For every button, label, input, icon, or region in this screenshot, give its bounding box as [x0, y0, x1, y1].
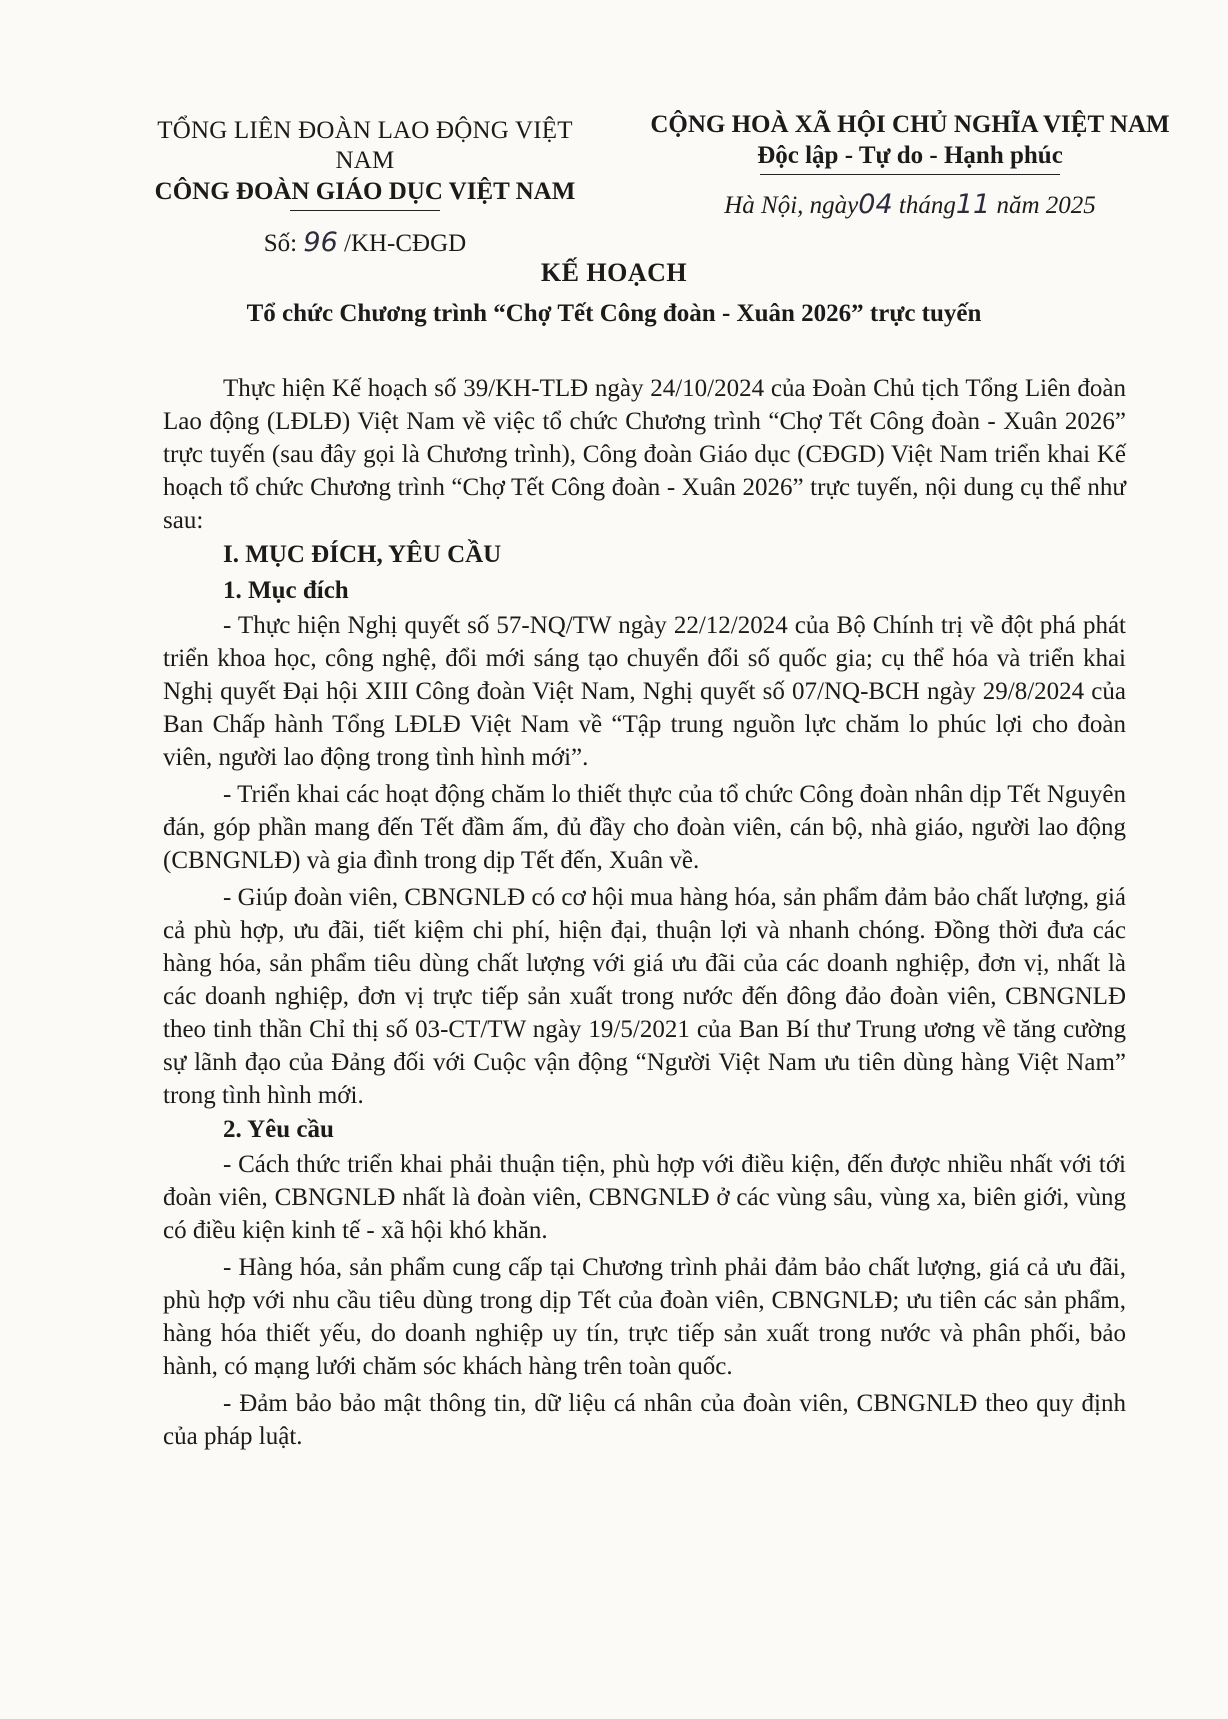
parent-organization: TỔNG LIÊN ĐOÀN LAO ĐỘNG VIỆT NAM: [157, 117, 573, 174]
national-motto: Độc lập - Tự do - Hạnh phúc: [757, 142, 1063, 169]
handwritten-number: 96: [303, 227, 338, 258]
document-subtitle: Tổ chức Chương trình “Chợ Tết Công đoàn - Xuân 2026” trực tuyến: [246, 300, 982, 327]
number-suffix: /KH-CĐGD: [344, 230, 467, 257]
date-place: Hà Nội, ngày: [724, 192, 859, 219]
date-month-label: tháng: [898, 192, 956, 219]
requirement-item: - Cách thức triển khai phải thuận tiện, phù hợp với điều kiện, đến được nhiều nhất với tới đoàn viên, CBNGNLĐ nhất là đoàn viên, CBNGNLĐ ở các vùng sâu, vùng xa, biên giới, vùng có điều kiện kinh tế - xã hội khó khăn.: [163, 1151, 1126, 1244]
subsection-heading-purpose: 1. Mục đích: [223, 577, 349, 604]
motto-underline: [760, 174, 1060, 175]
subsection-heading-requirements: 2. Yêu cầu: [223, 1116, 334, 1143]
document-title: KẾ HOẠCH: [540, 258, 688, 287]
national-title: CỘNG HOÀ XÃ HỘI CHỦ NGHĨA VIỆT NAM: [650, 111, 1170, 138]
purpose-item: - Thực hiện Nghị quyết số 57-NQ/TW ngày 22/12/2024 của Bộ Chính trị về đột phá phát triển khoa học, công nghệ, đổi mới sáng tạo chuyển đổi số quốc gia; cụ thể hóa và triển khai Nghị quyết Đại hội XIII Công đoàn Việt Nam, Nghị quyết số 07/NQ-BCH ngày 29/8/2024 của Ban Chấp hành Tổng LĐLĐ Việt Nam về “Tập trung nguồn lực chăm lo phúc lợi cho đoàn viên, người lao động trong tình hình mới”.: [163, 612, 1126, 771]
date-year: năm 2025: [996, 192, 1096, 219]
national-block: [640, 110, 1180, 220]
section-heading: I. MỤC ĐÍCH, YÊU CẦU: [223, 541, 502, 568]
document-number: [130, 227, 600, 258]
purpose-item: - Triển khai các hoạt động chăm lo thiết thực của tổ chức Công đoàn nhân dịp Tết Nguyên đán, góp phần mang đến Tết đầm ấm, đủ đầy cho đoàn viên, cán bộ, nhà giáo, người lao động (CBNGNLĐ) và gia đình trong dịp Tết đến, Xuân về.: [163, 781, 1126, 874]
issuer-block: [130, 116, 600, 258]
number-prefix: Số:: [263, 230, 298, 257]
issuer-underline: [290, 210, 440, 211]
document-date: [640, 189, 1180, 220]
purpose-item: - Giúp đoàn viên, CBNGNLĐ có cơ hội mua hàng hóa, sản phẩm đảm bảo chất lượng, giá cả phù hợp, ưu đãi, tiết kiệm chi phí, hiện đại, thuận lợi và nhanh chóng. Đồng thời đưa các hàng hóa, sản phẩm tiêu dùng chất lượng với giá ưu đãi của các doanh nghiệp, đơn vị, nhất là các doanh nghiệp, đơn vị trực tiếp sản xuất trong nước đến đông đảo đoàn viên, CBNGNLĐ theo tinh thần Chỉ thị số 03-CT/TW ngày 19/5/2021 của Ban Bí thư Trung ương về tăng cường sự lãnh đạo của Đảng đối với Cuộc vận động “Người Việt Nam ưu tiên dùng hàng Việt Nam” trong tình hình mới.: [163, 884, 1126, 1109]
handwritten-day: 04: [858, 189, 893, 220]
document-body: [163, 372, 1126, 1453]
intro-paragraph: Thực hiện Kế hoạch số 39/KH-TLĐ ngày 24/10/2024 của Đoàn Chủ tịch Tổng Liên đoàn Lao động (LĐLĐ) Việt Nam về việc tổ chức Chương trình “Chợ Tết Công đoàn - Xuân 2026” trực tuyến (sau đây gọi là Chương trình), Công đoàn Giáo dục (CĐGD) Việt Nam triển khai Kế hoạch tổ chức Chương trình “Chợ Tết Công đoàn - Xuân 2026” trực tuyến, nội dung cụ thể như sau:: [163, 375, 1126, 534]
requirement-item: - Đảm bảo bảo mật thông tin, dữ liệu cá nhân của đoàn viên, CBNGNLĐ theo quy định của pháp luật.: [163, 1390, 1126, 1450]
organization-name: CÔNG ĐOÀN GIÁO DỤC VIỆT NAM: [154, 178, 576, 205]
requirement-item: - Hàng hóa, sản phẩm cung cấp tại Chương trình phải đảm bảo chất lượng, giá cả ưu đãi, phù hợp với nhu cầu tiêu dùng trong dịp Tết của đoàn viên, CBNGNLĐ; ưu tiên các sản phẩm, hàng hóa thiết yếu, do doanh nghiệp uy tín, trực tiếp sản xuất trong nước và phân phối, bảo hành, có mạng lưới chăm sóc khách hàng trên toàn quốc.: [163, 1254, 1126, 1380]
handwritten-month: 11: [955, 189, 991, 220]
